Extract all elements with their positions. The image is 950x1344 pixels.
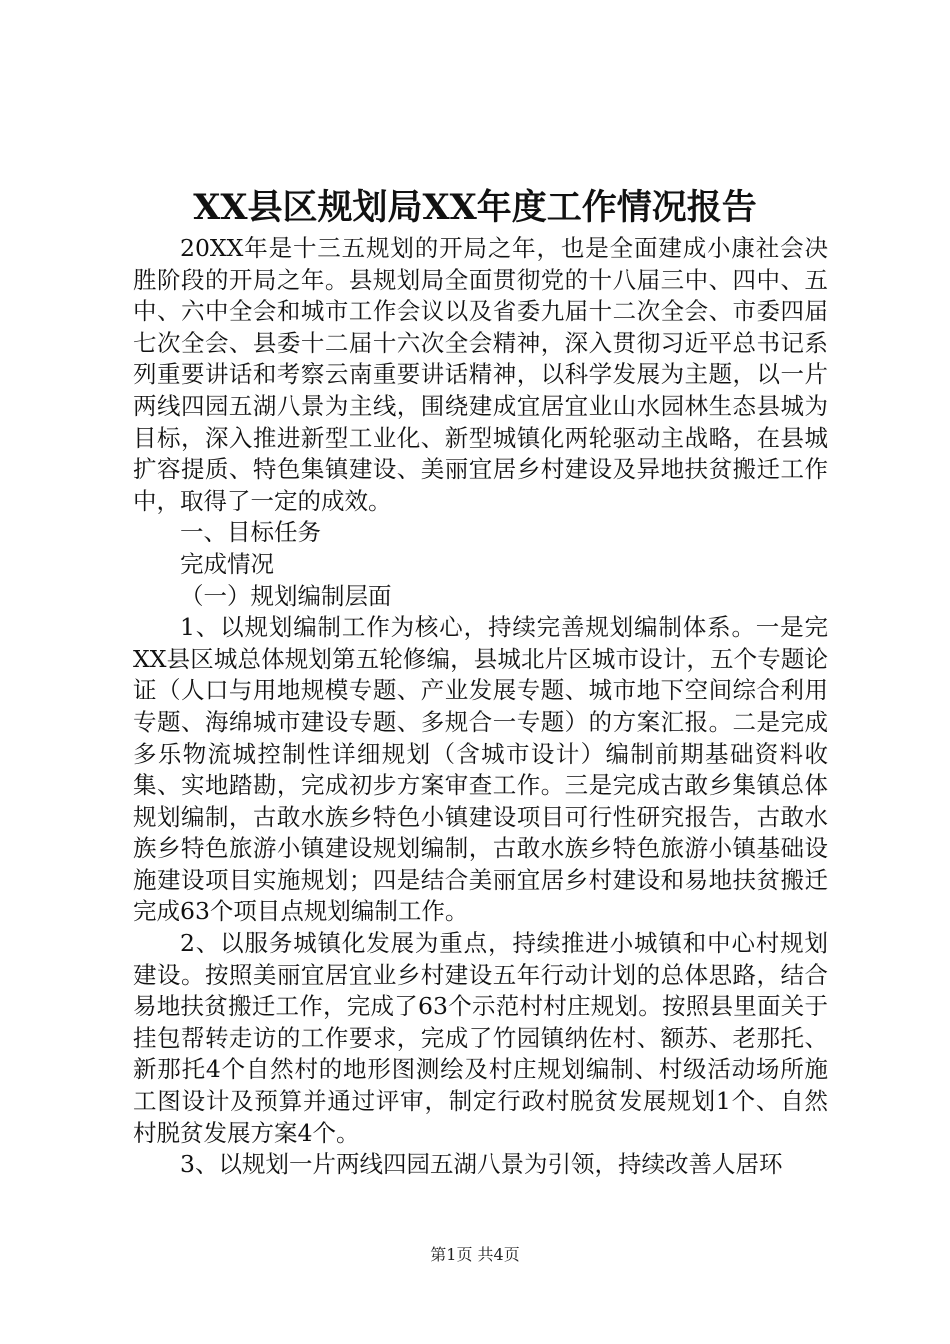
document-title: XX县区规划局XX年度工作情况报告 <box>193 187 757 228</box>
heading-completion: 完成情况 <box>180 549 274 578</box>
paragraph-item-1: 1、以规划编制工作为核心，持续完善规划编制体系。一是完XX县区城总体规划第五轮修编，县城北片区城市设计，五个专题论证（人口与用地规模专题、产业发展专题、城市地下空间综合利用专题、海绵城市建设专题、多规合一专题）的方案汇报。二是完成多乐物流城控制性详细规划（含城市设计）编制前期基础资料收集、实地踏勘，完成初步方案审查工作。三是完成古敢乡集镇总体规划编制，古敢水族乡特色小镇建设项目可行性研究报告，古敢水族乡特色旅游小镇建设规划编制，古敢水族乡特色旅游小镇基础设施建设项目实施规划；四是结合美丽宜居乡村建设和易地扶贫搬迁完成63个项目点规划编制工作。 <box>133 613 828 926</box>
heading-targets: 一、目标任务 <box>180 518 321 547</box>
paragraph-intro: 20XX年是十三五规划的开局之年，也是全面建成小康社会决胜阶段的开局之年。县规划局全面贯彻党的十八届三中、四中、五中、六中全会和城市工作会议以及省委九届十二次全会、市委四届七次全会、县委十二届十六次全会精神，深入贯彻习近平总书记系列重要讲话和考察云南重要讲话精神，以科学发展为主题，以一片两线四园五湖八景为主线，围绕建成宜居宜业山水园林生态县城为目标，深入推进新型工业化、新型城镇化两轮驱动主战略，在县城扩容提质、特色集镇建设、美丽宜居乡村建设及异地扶贫搬迁工作中，取得了一定的成效。 <box>133 234 828 515</box>
heading-planning-level: （一）规划编制层面 <box>180 581 392 610</box>
page-number-footer: 第1页 共4页 <box>430 1245 520 1264</box>
paragraph-item-2: 2、以服务城镇化发展为重点，持续推进小城镇和中心村规划建设。按照美丽宜居宜业乡村建设五年行动计划的总体思路，结合易地扶贫搬迁工作，完成了63个示范村村庄规划。按照县里面关于挂包帮转走访的工作要求，完成了竹园镇纳佐村、额苏、老那托、新那托4个自然村的地形图测绘及村庄规划编制、村级活动场所施工图设计及预算并通过评审，制定行政村脱贫发展规划1个、自然村脱贫发展方案4个。 <box>133 929 828 1147</box>
document-body <box>133 233 828 1181</box>
paragraph-item-3: 3、以规划一片两线四园五湖八景为引领，持续改善人居环 <box>180 1150 783 1179</box>
